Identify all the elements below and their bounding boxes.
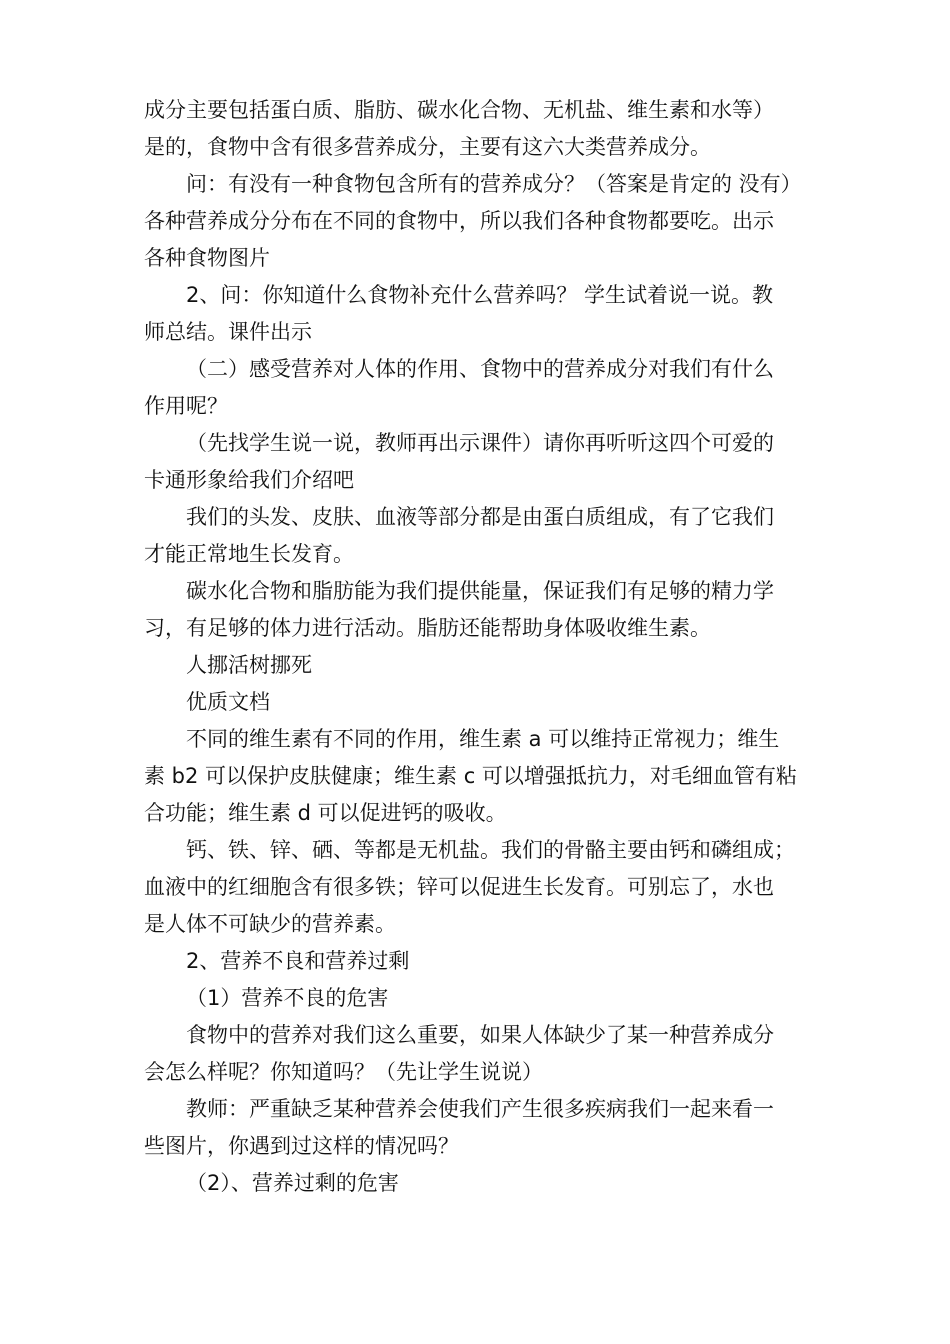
text-line-22: 血液中的红细胞含有很多铁；锌可以促进生长发育。可别忘了，水也 [144,875,774,899]
text-line-24: 2、营养不良和营养过剩 [186,949,410,973]
text-line-8: （二）感受营养对人体的作用、食物中的营养成分对我们有什么 [186,357,774,381]
text-line-7: 师总结。课件出示 [144,320,312,344]
text-line-5: 各种食物图片 [144,246,270,270]
text-line-9: 作用呢？ [144,394,228,418]
text-line-6: 2、问：你知道什么食物补充什么营养吗？ 学生试着说一说。教 [186,283,774,307]
text-line-3: 问：有没有一种食物包含所有的营养成分？（答案是肯定的 没有） [186,172,802,196]
text-line-28: 教师：严重缺乏某种营养会使我们产生很多疾病我们一起来看一 [186,1097,774,1121]
text-line-11: 卡通形象给我们介绍吧 [144,468,354,492]
text-line-26: 食物中的营养对我们这么重要，如果人体缺少了某一种营养成分 [186,1023,774,1047]
text-line-13: 才能正常地生长发育。 [144,542,354,566]
text-line-1: 成分主要包括蛋白质、脂肪、碳水化合物、无机盐、维生素和水等） [144,98,774,122]
text-line-16: 人挪活树挪死 [186,653,312,677]
text-line-27: 会怎么样呢？你知道吗？（先让学生说说） [144,1060,543,1084]
text-line-30: （2）、营养过剩的危害 [186,1171,399,1195]
text-line-19: 素 b2 可以保护皮肤健康；维生素 c 可以增强抵抗力，对毛细血管有粘 [144,764,797,788]
text-line-25: （1）营养不良的危害 [186,986,389,1010]
text-line-21: 钙、铁、锌、硒、等都是无机盐。我们的骨骼主要由钙和磷组成； [186,838,795,862]
text-line-12: 我们的头发、皮肤、血液等部分都是由蛋白质组成，有了它我们 [186,505,774,529]
text-line-10: （先找学生说一说，教师再出示课件）请你再听听这四个可爱的 [186,431,774,455]
text-line-4: 各种营养成分分布在不同的食物中，所以我们各种食物都要吃。出示 [144,209,774,233]
text-line-2: 是的，食物中含有很多营养成分，主要有这六大类营养成分。 [144,135,711,159]
text-line-20: 合功能；维生素 d 可以促进钙的吸收。 [144,801,507,825]
text-line-29: 些图片，你遇到过这样的情况吗？ [144,1134,459,1158]
text-line-15: 习，有足够的体力进行活动。脂肪还能帮助身体吸收维生素。 [144,616,711,640]
text-line-14: 碳水化合物和脂肪能为我们提供能量，保证我们有足够的精力学 [186,579,774,603]
text-line-23: 是人体不可缺少的营养素。 [144,912,396,936]
text-line-17: 优质文档 [186,690,270,714]
document-body [144,92,816,1202]
text-line-18: 不同的维生素有不同的作用，维生素 a 可以维持正常视力；维生 [186,727,780,751]
